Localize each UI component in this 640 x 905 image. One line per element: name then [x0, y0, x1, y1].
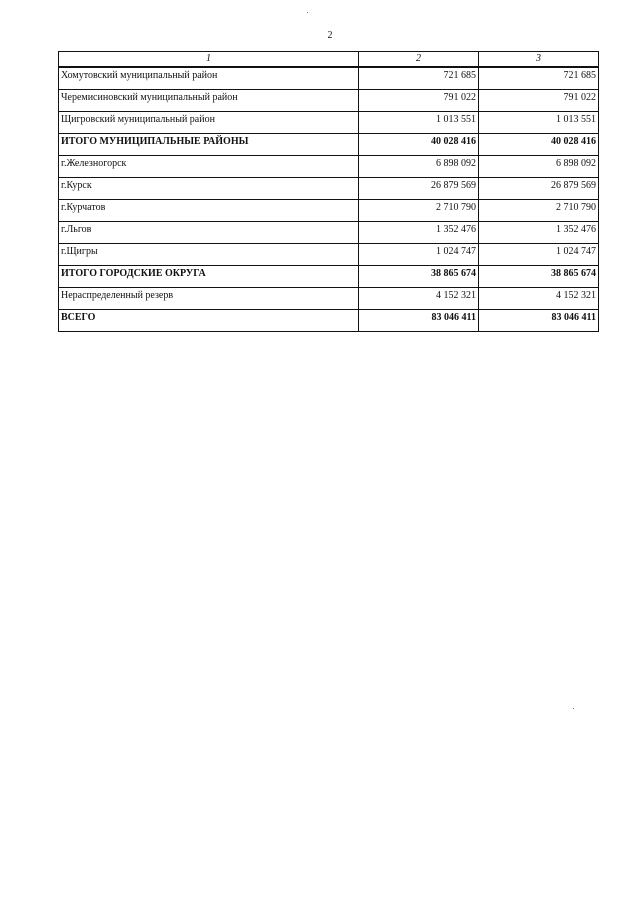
row-name-cell: ВСЕГО — [59, 310, 359, 332]
row-value-col3-cell: 6 898 092 — [479, 156, 599, 178]
table-row — [59, 244, 599, 266]
row-value-col2-cell: 721 685 — [359, 67, 479, 90]
table-row — [59, 67, 599, 90]
row-value-col2-cell: 40 028 416 — [359, 134, 479, 156]
table-row — [59, 222, 599, 244]
scan-speck — [573, 708, 574, 709]
row-value-col3-cell: 83 046 411 — [479, 310, 599, 332]
column-header-2: 2 — [359, 52, 479, 68]
row-name-cell: г.Железногорск — [59, 156, 359, 178]
row-value-col3-cell: 791 022 — [479, 90, 599, 112]
table-row — [59, 200, 599, 222]
row-value-col2-cell: 1 024 747 — [359, 244, 479, 266]
row-value-col3-cell: 38 865 674 — [479, 266, 599, 288]
row-value-col2-cell: 6 898 092 — [359, 156, 479, 178]
table-row — [59, 178, 599, 200]
table-row — [59, 288, 599, 310]
row-value-col3-cell: 26 879 569 — [479, 178, 599, 200]
row-value-col3-cell: 721 685 — [479, 67, 599, 90]
row-value-col3-cell: 4 152 321 — [479, 288, 599, 310]
row-name-cell: ИТОГО МУНИЦИПАЛЬНЫЕ РАЙОНЫ — [59, 134, 359, 156]
row-value-col2-cell: 791 022 — [359, 90, 479, 112]
table-total-row — [59, 310, 599, 332]
page-number: 2 — [327, 30, 333, 41]
row-name-cell: г.Курчатов — [59, 200, 359, 222]
row-value-col3-cell: 2 710 790 — [479, 200, 599, 222]
table-header-row — [59, 52, 599, 68]
row-value-col2-cell: 4 152 321 — [359, 288, 479, 310]
budget-table — [58, 51, 599, 332]
row-value-col2-cell: 1 352 476 — [359, 222, 479, 244]
row-name-cell: Черемисиновский муниципальный район — [59, 90, 359, 112]
table-total-row — [59, 134, 599, 156]
row-value-col3-cell: 1 352 476 — [479, 222, 599, 244]
row-value-col3-cell: 1 013 551 — [479, 112, 599, 134]
row-value-col2-cell: 1 013 551 — [359, 112, 479, 134]
column-header-3: 3 — [479, 52, 599, 68]
scan-speck — [307, 12, 308, 13]
row-value-col2-cell: 26 879 569 — [359, 178, 479, 200]
table-body — [59, 67, 599, 332]
row-value-col2-cell: 83 046 411 — [359, 310, 479, 332]
row-name-cell: Хомутовский муниципальный район — [59, 67, 359, 90]
row-value-col3-cell: 1 024 747 — [479, 244, 599, 266]
row-name-cell: г.Щигры — [59, 244, 359, 266]
row-value-col2-cell: 38 865 674 — [359, 266, 479, 288]
table-row — [59, 156, 599, 178]
row-value-col3-cell: 40 028 416 — [479, 134, 599, 156]
row-name-cell: Щигровский муниципальный район — [59, 112, 359, 134]
table-total-row — [59, 266, 599, 288]
row-name-cell: Нераспределенный резерв — [59, 288, 359, 310]
row-name-cell: ИТОГО ГОРОДСКИЕ ОКРУГА — [59, 266, 359, 288]
table-row — [59, 112, 599, 134]
table-row — [59, 90, 599, 112]
row-name-cell: г.Льгов — [59, 222, 359, 244]
row-value-col2-cell: 2 710 790 — [359, 200, 479, 222]
row-name-cell: г.Курск — [59, 178, 359, 200]
column-header-1: 1 — [59, 52, 359, 68]
